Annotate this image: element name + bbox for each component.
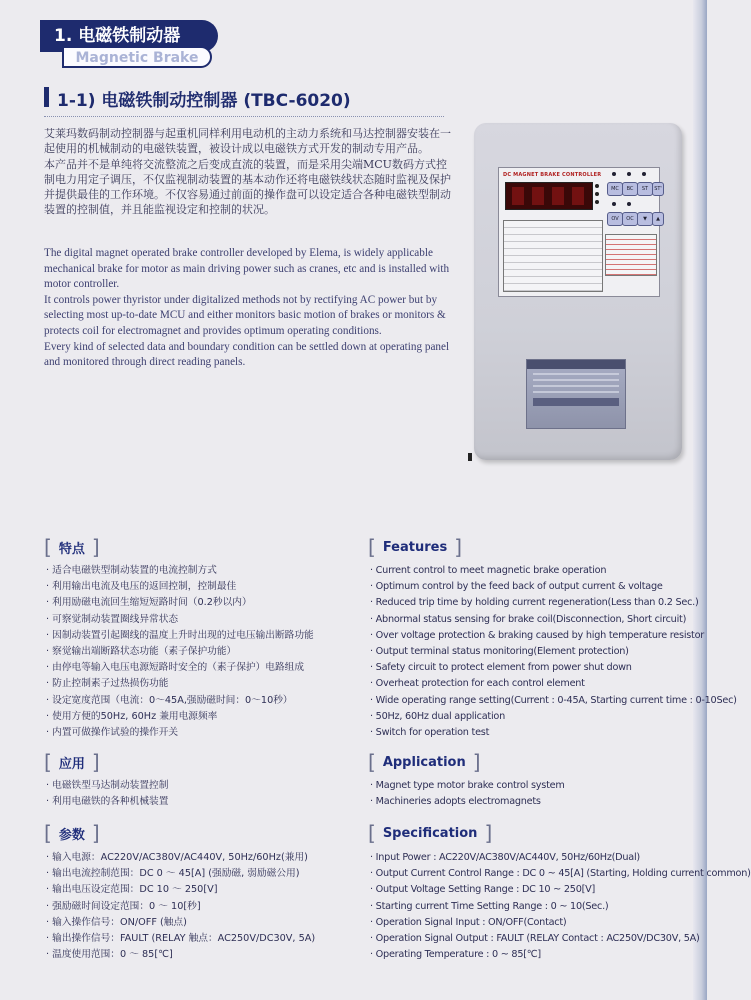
cable-stub (468, 453, 472, 461)
seven-segment-display (505, 182, 593, 210)
list-item: · 由停电等输入电压电源短路时安全的（素子保护）电路组成 (46, 660, 314, 676)
features-en-header: [ Features ] (368, 535, 463, 559)
list-item: · Reduced trip time by holding current regeneration(Less than 0.2 Sec.) (370, 595, 737, 611)
list-item: · Operation Signal Input : ON/OFF(Contact) (370, 915, 751, 931)
list-item: · 设定宽度范围（电流：0～45A,强励磁时间：0～10秒） (46, 693, 314, 709)
spec-cn-list (46, 850, 315, 963)
oc-button[interactable]: OC (622, 212, 638, 226)
up-button[interactable]: ▲ (652, 212, 664, 226)
list-item: · 防止控制素子过热损伤功能 (46, 676, 314, 692)
section-subtitle: Magnetic Brake (62, 46, 212, 68)
ov-button[interactable]: OV (607, 212, 623, 226)
list-item: · 输出操作信号：FAULT (RELAY 触点：AC250V/DC30V, 5A) (46, 931, 315, 947)
list-item: · Safety circuit to protect element from power shut down (370, 660, 737, 676)
status-leds (595, 184, 603, 208)
list-item: · 输入操作信号：ON/OFF (触点) (46, 915, 315, 931)
application-en-list (370, 778, 565, 810)
list-item: · 利用励磁电流回生缩短短路时间（0.2秒以内） (46, 595, 314, 611)
list-item: · Output Voltage Setting Range : DC 10 ~ 250[V] (370, 882, 751, 898)
list-item: · Operation Signal Output : FAULT (RELAY Contact : AC250V/DC30V, 5A) (370, 931, 751, 947)
list-item: · 适合电磁铁型制动装置的电流控制方式 (46, 563, 314, 579)
list-item: · Current control to meet magnetic brake operation (370, 563, 737, 579)
list-item: · Output Current Control Range : DC 0 ~ 45[A] (Starting, Holding current common) (370, 866, 751, 882)
intro-en-paragraph: It controls power thyristor under digitalized methods not by rectifying AC power but by selecting most up-to-date MCU and either monitors basic motion of brakes or monitors & protects coil for electromagnet and provides optimum operating conditions. (44, 293, 446, 337)
nameplate (526, 359, 626, 429)
list-item: · Input Power : AC220V/AC380V/AC440V, 50Hz/60Hz(Dual) (370, 850, 751, 866)
down-button[interactable]: ▼ (637, 212, 653, 226)
control-panel (498, 167, 660, 297)
list-item: · 利用输出电流及电压的返回控制，控制最佳 (46, 579, 314, 595)
spec-en-header: [ Specification ] (368, 821, 493, 845)
list-item: · 察觉输出端断路状态功能（素子保护功能） (46, 644, 314, 660)
intro-cn-paragraph: 艾莱玛数码制动控制器与起重机同样利用电动机的主动力系统和马达控制器安装在一起使用的机械制动的电磁铁装置，被设计成以电磁铁方式开发的制动专用产品。 (44, 127, 451, 156)
fault-code-table (605, 234, 657, 276)
monitoring-table (503, 220, 603, 292)
application-cn-list (46, 778, 168, 810)
list-item: · 电磁铁型马达制动装置控制 (46, 778, 168, 794)
spec-en-list (370, 850, 751, 963)
intro-english (44, 246, 456, 371)
features-cn-header: [ 特点 ] (44, 535, 100, 559)
list-item: · Starting current Time Setting Range : 0 ~ 10(Sec.) (370, 899, 751, 915)
list-item: · 50Hz, 60Hz dual application (370, 709, 737, 725)
list-item: · 内置可做操作试验的操作开关 (46, 725, 314, 741)
brake-controller-photo (474, 123, 682, 460)
page-heading: 1-1) 电磁铁制动控制器 (TBC-6020) (57, 91, 351, 111)
bc-button[interactable]: BC (622, 182, 638, 196)
st-button[interactable]: ST (637, 182, 653, 196)
features-cn-list (46, 563, 314, 741)
list-item: · 使用方便的50Hz, 60Hz 兼用电源频率 (46, 709, 314, 725)
list-item: · Operating Temperature : 0 ~ 85[℃] (370, 947, 751, 963)
list-item: · 利用电磁铁的各种机械装置 (46, 794, 168, 810)
list-item: · Output terminal status monitoring(Element protection) (370, 644, 737, 660)
list-item: · Overheat protection for each control element (370, 676, 737, 692)
list-item: · 输入电源：AC220V/AC380V/AC440V, 50Hz/60Hz(兼用) (46, 850, 315, 866)
list-item: · Magnet type motor brake control system (370, 778, 565, 794)
section-title: 1. 电磁铁制动器 (40, 20, 218, 52)
intro-en-paragraph: Every kind of selected data and boundary condition can be settled down at operating panel and monitored through direct reading panels. (44, 340, 450, 369)
list-item: · Abnormal status sensing for brake coil(Disconnection, Short circuit) (370, 612, 737, 628)
intro-cn-paragraph: 本产品并不是单纯将交流整流之后变成直流的装置，而是采用尖端MCU数码方式控制电力用定子调压，不仅监视制动装置的基本动作还将电磁铁线状态随时监视及保护并提供最佳的工作环境。不仅容易通过前面的操作盘可以设定适合各种电磁铁型制动装置的控制值，并且能监视设定和控制的状况。 (44, 157, 451, 217)
intro-en-paragraph: The digital magnet operated brake controller developed by Elema, is widely applicable mechanical brake for motor as main driving power such as cranes, etc and is installed with motor controller. (44, 247, 450, 291)
heading-marker (44, 87, 49, 107)
list-item: · Machineries adopts electromagnets (370, 794, 565, 810)
spec-cn-header: [ 参数 ] (44, 821, 100, 845)
list-item: · 输出电流控制范围：DC 0 ～ 45[A] (强励磁, 弱励磁公用) (46, 866, 315, 882)
application-en-header: [ Application ] (368, 750, 481, 774)
list-item: · Switch for operation test (370, 725, 737, 741)
list-item: · 强励磁时间设定范围：0 ～ 10[秒] (46, 899, 315, 915)
list-item: · 温度使用范围：0 ～ 85[℃] (46, 947, 315, 963)
panel-label: DC MAGNET BRAKE CONTROLLER (503, 172, 602, 178)
list-item: · 可察觉制动装置圈线异常状态 (46, 612, 314, 628)
heading-divider (44, 116, 444, 117)
list-item: · Over voltage protection & braking caused by high temperature resistor (370, 628, 737, 644)
list-item: · Optimum control by the feed back of output current & voltage (370, 579, 737, 595)
list-item: · 因制动装置引起圈线的温度上升时出现的过电压输出断路功能 (46, 628, 314, 644)
mc-button[interactable]: MC (607, 182, 623, 196)
st-prime-button[interactable]: ST' (652, 182, 664, 196)
application-cn-header: [ 应用 ] (44, 750, 100, 774)
intro-chinese (44, 126, 454, 218)
list-item: · Wide operating range setting(Current : 0-45A, Starting current time : 0-10Sec) (370, 693, 737, 709)
features-en-list (370, 563, 737, 741)
list-item: · 输出电压设定范围：DC 10 ～ 250[V] (46, 882, 315, 898)
